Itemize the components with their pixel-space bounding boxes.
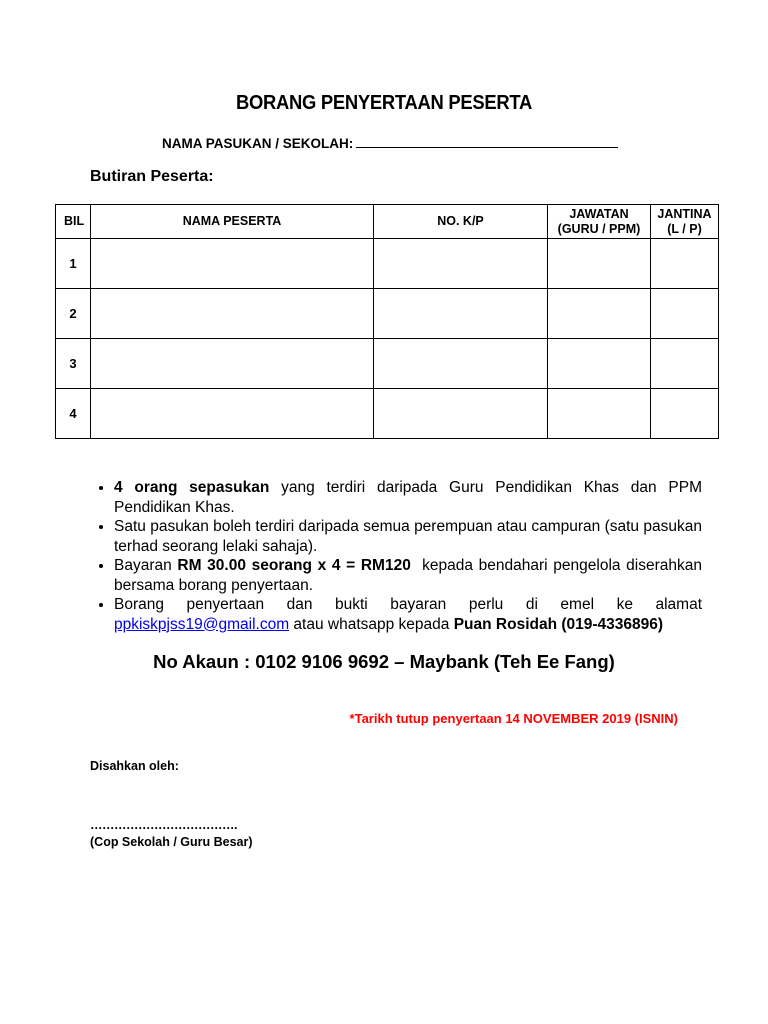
jantina-cell[interactable] [651, 239, 719, 289]
jawatan-cell[interactable] [548, 339, 651, 389]
nama-cell[interactable] [91, 339, 374, 389]
note4-pre: Borang penyertaan dan bukti bayaran perlu di emel ke alamat [114, 596, 702, 613]
list-item [114, 595, 702, 634]
col-nama-header: NAMA PESERTA [91, 205, 374, 239]
note3-bold: RM 30.00 seorang x 4 = RM120 [177, 557, 411, 574]
team-name-field [162, 134, 618, 151]
participants-table [55, 204, 719, 439]
list-item [114, 556, 707, 595]
list-item [114, 517, 702, 556]
jantina-cell[interactable] [651, 289, 719, 339]
jantina-cell[interactable] [651, 339, 719, 389]
nama-cell[interactable] [91, 289, 374, 339]
nokp-cell[interactable] [374, 289, 548, 339]
nokp-cell[interactable] [374, 239, 548, 289]
row-number: 3 [56, 339, 91, 389]
col-jantina-line1: JANTINA [657, 206, 712, 221]
note4-contact: Puan Rosidah (019-4336896) [453, 615, 664, 633]
col-jantina-line2: (L / P) [667, 221, 702, 236]
deadline-notice: *Tarikh tutup penyertaan 14 NOVEMBER 2019 (ISNIN) [349, 711, 678, 726]
col-nokp-header: NO. K/P [374, 205, 548, 239]
nokp-cell[interactable] [374, 389, 548, 439]
note1-text: yang terdiri daripada Guru Pendidikan Khas dan PPM Pendidikan Khas. [114, 479, 702, 516]
col-jawatan-line1: JAWATAN [569, 206, 629, 221]
jantina-cell[interactable] [651, 389, 719, 439]
team-name-label: NAMA PASUKAN / SEKOLAH: [162, 136, 354, 151]
team-name-blank-line [356, 134, 618, 148]
col-jantina-header [651, 205, 719, 239]
nama-cell[interactable] [91, 389, 374, 439]
stamp-label: (Cop Sekolah / Guru Besar) [90, 835, 253, 849]
table-row [56, 339, 719, 389]
col-bil-header: BIL [56, 205, 91, 239]
account-number: No Akaun : 0102 9106 9692 – Maybank (Teh Ee Fang) [153, 651, 615, 672]
section-label: Butiran Peserta: [90, 168, 214, 185]
email-link[interactable]: ppkiskpjss19@gmail.com [114, 615, 290, 633]
approved-by-label: Disahkan oleh: [90, 759, 179, 773]
jawatan-cell[interactable] [548, 239, 651, 289]
table-row [56, 289, 719, 339]
jawatan-cell[interactable] [548, 389, 651, 439]
row-number: 4 [56, 389, 91, 439]
table-row [56, 389, 719, 439]
note2-text: Satu pasukan boleh terdiri daripada semua perempuan atau campuran (satu pasukan terhad seorang lelaki sahaja). [114, 518, 702, 555]
nama-cell[interactable] [91, 239, 374, 289]
row-number: 1 [56, 239, 91, 289]
note3-text: kepada bendahari pengelola diserahkan bersama borang penyertaan. [114, 557, 707, 594]
row-number: 2 [56, 289, 91, 339]
note4-mid: atau whatsapp kepada [289, 615, 454, 633]
jawatan-cell[interactable] [548, 289, 651, 339]
list-item [114, 478, 702, 517]
signature-line: ………………………………. [90, 818, 237, 832]
note1-bold: 4 orang sepasukan [114, 479, 270, 496]
col-jawatan-header [548, 205, 651, 239]
col-jawatan-line2: (GURU / PPM) [557, 221, 641, 236]
table-header-row [56, 205, 719, 239]
note3-pre: Bayaran [114, 557, 178, 574]
table-row [56, 239, 719, 289]
nokp-cell[interactable] [374, 339, 548, 389]
form-title: BORANG PENYERTAAN PESERTA [235, 92, 533, 114]
notes-list [90, 478, 707, 634]
